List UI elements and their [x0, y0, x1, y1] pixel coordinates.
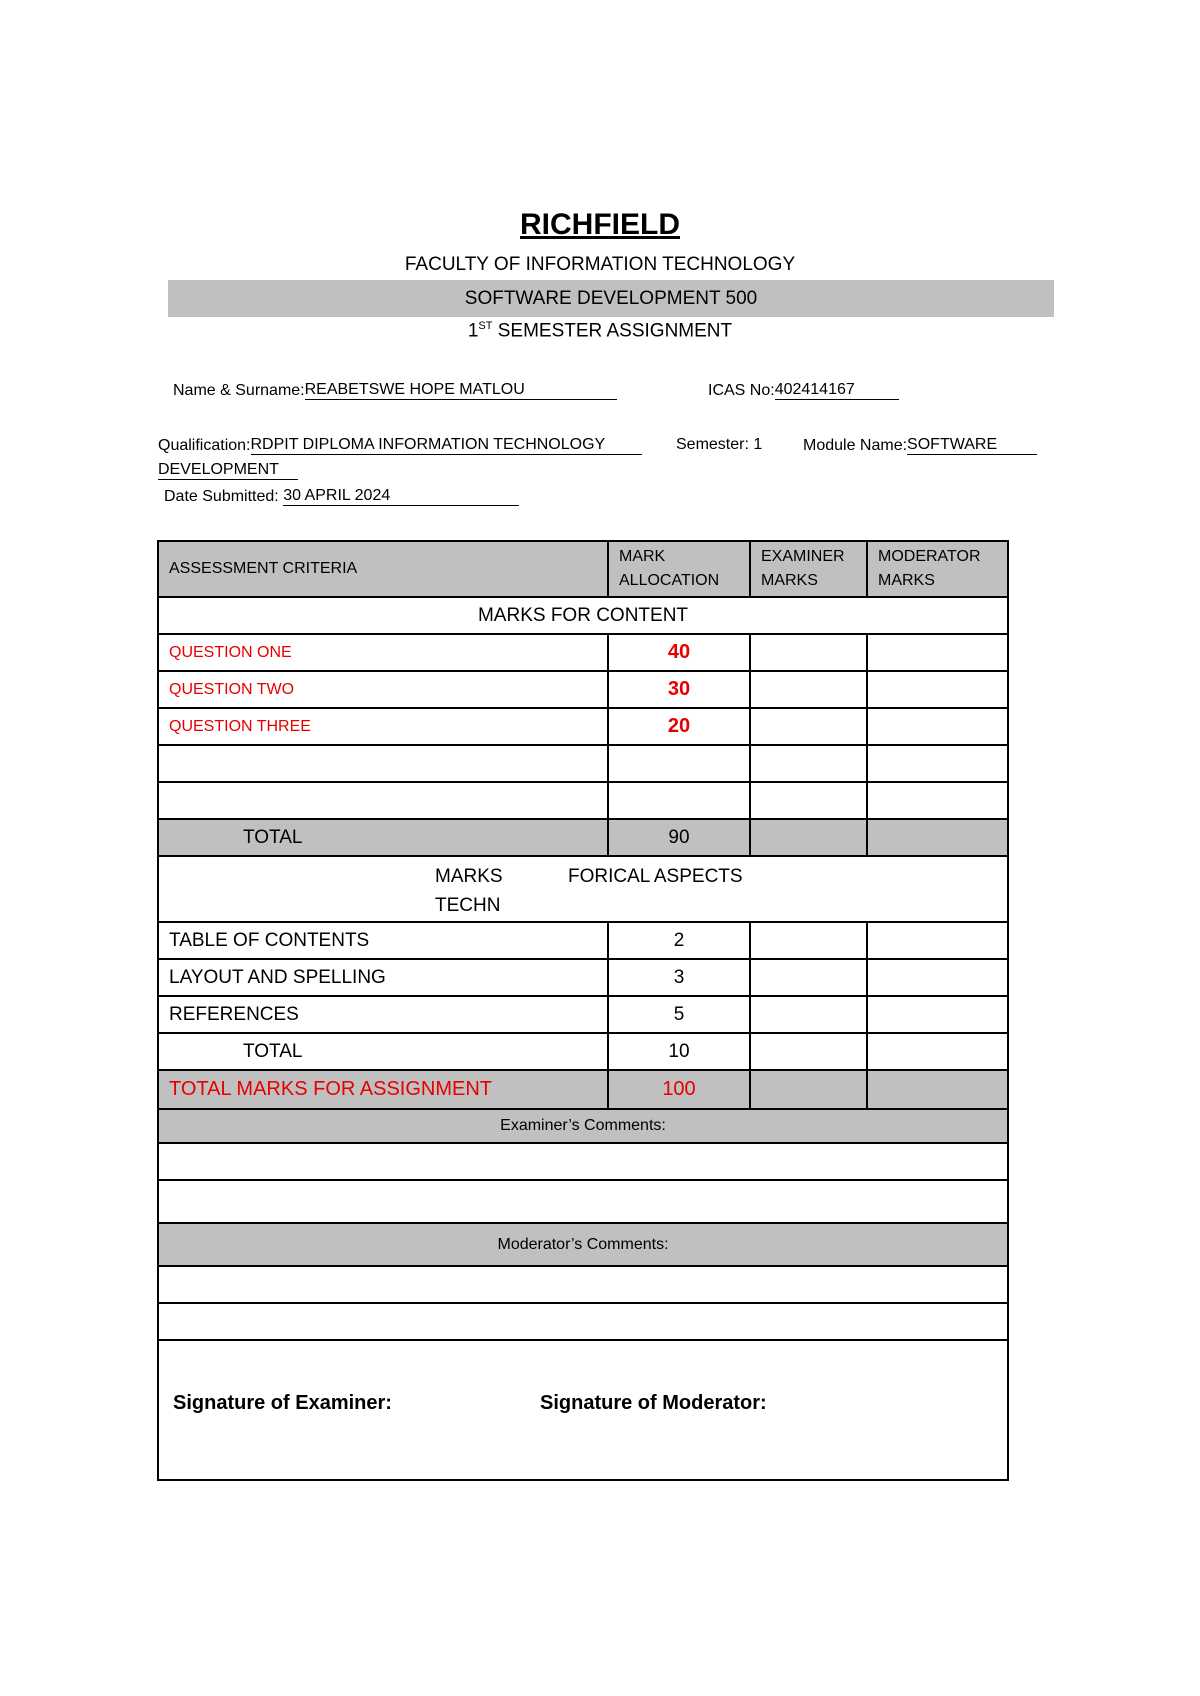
moderator-comments-cell [158, 1266, 1008, 1303]
moderator-signature-label: Signature of Moderator: [540, 1392, 767, 1414]
name-label: Name & Surname: [173, 382, 305, 399]
technical-heading-part-a: MARKS [435, 866, 503, 887]
table-header-row [158, 541, 1008, 597]
moderator-mark-cell [867, 996, 1008, 1033]
examiner-comments-line [158, 1143, 1008, 1180]
moderator-comments-line [158, 1266, 1008, 1303]
module-name-field [803, 436, 1037, 455]
signature-row [158, 1340, 1008, 1480]
empty-cell [608, 745, 750, 782]
examiner-signature-label: Signature of Examiner: [173, 1392, 392, 1414]
mark-question-one: 40 [608, 634, 750, 671]
moderator-comments-cell [158, 1303, 1008, 1340]
content-total-row [158, 819, 1008, 856]
examiner-mark-cell [750, 634, 867, 671]
table-row-empty [158, 782, 1008, 819]
name-value: REABETSWE HOPE MATLOU [304, 381, 525, 398]
grand-total-label: TOTAL MARKS FOR ASSIGNMENT [158, 1070, 608, 1109]
criteria-layout-and-spelling: LAYOUT AND SPELLING [158, 959, 608, 996]
date-submitted-value-line [283, 487, 519, 506]
name-value-line [305, 381, 617, 400]
module-name-value: SOFTWARE [907, 436, 998, 453]
mark-question-three: 20 [608, 708, 750, 745]
examiner-mark-cell [750, 1070, 867, 1109]
moderator-mark-cell [867, 922, 1008, 959]
examiner-comments-heading-row [158, 1109, 1008, 1143]
examiner-mark-cell [750, 996, 867, 1033]
technical-heading-part-b: FORICAL ASPECTS [568, 866, 743, 887]
examiner-mark-cell [750, 819, 867, 856]
module-name-label: Module Name: [803, 437, 908, 454]
qualification-value-line [251, 436, 642, 455]
examiner-comments-cell [158, 1180, 1008, 1223]
icas-value-line [775, 381, 899, 400]
assignment-ordinal-suffix: ST [478, 320, 493, 332]
content-total-label: TOTAL [158, 819, 608, 856]
mark-layout-and-spelling: 3 [608, 959, 750, 996]
moderator-mark-cell [867, 959, 1008, 996]
moderator-mark-cell [867, 708, 1008, 745]
criteria-question-two: QUESTION TWO [158, 671, 608, 708]
moderator-comments-heading-row [158, 1223, 1008, 1266]
content-total-value: 90 [608, 819, 750, 856]
examiner-mark-cell [750, 922, 867, 959]
criteria-question-three: QUESTION THREE [158, 708, 608, 745]
criteria-table-of-contents: TABLE OF CONTENTS [158, 922, 608, 959]
moderator-mark-cell [867, 671, 1008, 708]
semester-field: Semester: 1 [676, 436, 763, 453]
technical-total-value: 10 [608, 1033, 750, 1070]
module-name-continued [158, 461, 298, 480]
table-row [158, 634, 1008, 671]
assignment-ordinal: 1 [467, 320, 479, 342]
empty-cell [158, 782, 608, 819]
technical-heading-row [158, 856, 1008, 922]
content-heading-row [158, 597, 1008, 634]
name-field [173, 381, 617, 400]
technical-total-label: TOTAL [158, 1033, 608, 1070]
date-submitted-value: 30 APRIL 2024 [283, 487, 391, 504]
moderator-mark-cell [867, 1033, 1008, 1070]
icas-field [708, 381, 899, 400]
column-header-criteria: ASSESSMENT CRITERIA [158, 541, 608, 597]
criteria-references: REFERENCES [158, 996, 608, 1033]
technical-heading-part-c: TECHN [435, 895, 501, 916]
examiner-comments-label: Examiner’s Comments: [158, 1109, 1008, 1143]
column-header-examiner-marks: EXAMINER MARKS [750, 541, 867, 597]
module-name-continued-line [158, 461, 298, 480]
grand-total-row [158, 1070, 1008, 1109]
examiner-mark-cell [750, 959, 867, 996]
faculty-name: FACULTY OF INFORMATION TECHNOLOGY [404, 254, 796, 275]
table-row [158, 922, 1008, 959]
empty-cell [608, 782, 750, 819]
empty-cell [867, 745, 1008, 782]
examiner-mark-cell [750, 1033, 867, 1070]
qualification-value: RDPIT DIPLOMA INFORMATION TECHNOLOGY [250, 436, 606, 453]
empty-cell [750, 782, 867, 819]
examiner-mark-cell [750, 708, 867, 745]
table-row-empty [158, 745, 1008, 782]
module-code-band: SOFTWARE DEVELOPMENT 500 [168, 280, 1054, 317]
institution-title: RICHFIELD [520, 208, 680, 241]
column-header-moderator-marks: MODERATOR MARKS [867, 541, 1008, 597]
icas-label: ICAS No: [708, 382, 775, 399]
mark-table-of-contents: 2 [608, 922, 750, 959]
signature-cell [158, 1340, 1008, 1480]
column-header-mark-allocation: MARK ALLOCATION [608, 541, 750, 597]
module-name-value-line [907, 436, 1037, 455]
date-submitted-field [164, 487, 519, 506]
moderator-comments-label: Moderator’s Comments: [158, 1223, 1008, 1266]
moderator-mark-cell [867, 1070, 1008, 1109]
mark-question-two: 30 [608, 671, 750, 708]
date-submitted-label: Date Submitted: [164, 488, 279, 505]
table-row [158, 959, 1008, 996]
criteria-question-one: QUESTION ONE [158, 634, 608, 671]
examiner-comments-cell [158, 1143, 1008, 1180]
examiner-mark-cell [750, 671, 867, 708]
assignment-heading [0, 320, 1200, 342]
moderator-mark-cell [867, 634, 1008, 671]
empty-cell [750, 745, 867, 782]
assignment-heading-text: SEMESTER ASSIGNMENT [492, 320, 733, 342]
moderator-mark-cell [867, 819, 1008, 856]
technical-heading [158, 856, 1008, 922]
qualification-field [158, 436, 642, 455]
table-row [158, 671, 1008, 708]
icas-value: 402414167 [774, 381, 855, 398]
table-row [158, 708, 1008, 745]
empty-cell [158, 745, 608, 782]
empty-cell [867, 782, 1008, 819]
qualification-label: Qualification: [158, 437, 251, 454]
examiner-comments-line [158, 1180, 1008, 1223]
table-row [158, 996, 1008, 1033]
assessment-table [157, 540, 1009, 1481]
mark-references: 5 [608, 996, 750, 1033]
grand-total-value: 100 [608, 1070, 750, 1109]
content-heading: MARKS FOR CONTENT [158, 597, 1008, 634]
module-name-value-continued: DEVELOPMENT [158, 461, 279, 478]
moderator-comments-line [158, 1303, 1008, 1340]
technical-total-row [158, 1033, 1008, 1070]
